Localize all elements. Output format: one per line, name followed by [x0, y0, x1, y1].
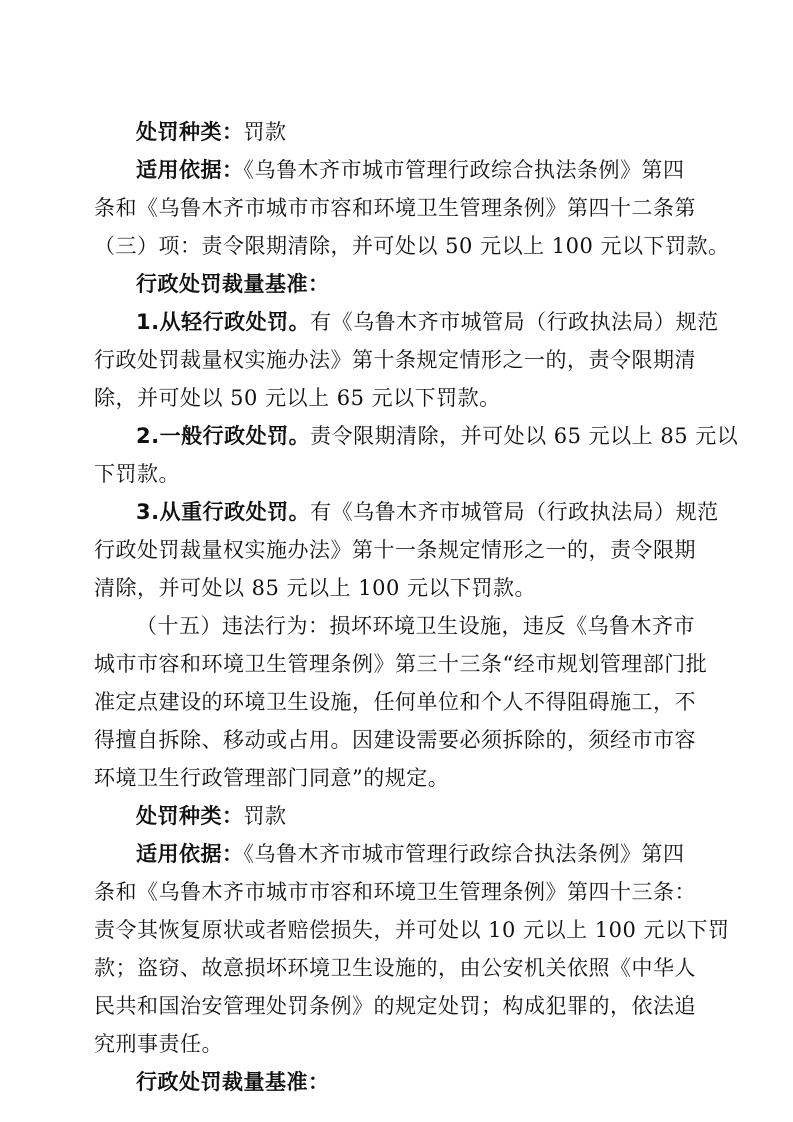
text-line: 款；盗窃、故意损坏环境卫生设施的，由公安机关依照《中华人 — [94, 956, 696, 980]
text-line: （十五）违法行为：损坏环境卫生设施，违反《乌鲁木齐市 — [136, 614, 695, 638]
text-line: 条和《乌鲁木齐市城市市容和环境卫生管理条例》第四十三条： — [94, 880, 696, 904]
text-line: 城市市容和环境卫生管理条例》第三十三条“经市规划管理部门批 — [94, 652, 708, 676]
text-line: 适用依据：《乌鲁木齐市城市管理行政综合执法条例》第四 — [136, 842, 685, 866]
text-line: 3.从重行政处罚。有《乌鲁木齐市城管局（行政执法局）规范 — [136, 500, 719, 524]
text-line: 清除，并可处以 85 元以上 100 元以下罚款。 — [94, 576, 537, 600]
text-line: 适用依据：《乌鲁木齐市城市管理行政综合执法条例》第四 — [136, 158, 685, 182]
text-line: 准定点建设的环境卫生设施，任何单位和个人不得阻碍施工，不 — [94, 690, 696, 714]
section-heading: 行政处罚裁量基准： — [136, 1070, 330, 1094]
text-line: 责令其恢复原状或者赔偿损失，并可处以 10 元以上 100 元以下罚 — [94, 918, 730, 942]
text-line: 2.一般行政处罚。责令限期清除，并可处以 65 元以上 85 元以 — [136, 424, 739, 448]
section-heading: 行政处罚裁量基准： — [136, 272, 330, 296]
text-line: 行政处罚裁量权实施办法》第十一条规定情形之一的，责令限期 — [94, 538, 696, 562]
text-line: 处罚种类：罚款 — [136, 804, 287, 828]
text-line: 得擅自拆除、移动或占用。因建设需要必须拆除的，须经市市容 — [94, 728, 696, 752]
text-line: 环境卫生行政管理部门同意”的规定。 — [94, 766, 450, 790]
text-line: （三）项：责令限期清除，并可处以 50 元以上 100 元以下罚款。 — [94, 234, 730, 258]
text-line: 条和《乌鲁木齐市城市市容和环境卫生管理条例》第四十二条第 — [94, 196, 696, 220]
text-line: 下罚款。 — [94, 462, 180, 486]
text-line: 1.从轻行政处罚。有《乌鲁木齐市城管局（行政执法局）规范 — [136, 310, 719, 334]
text-line: 民共和国治安管理处罚条例》的规定处罚；构成犯罪的，依法追 — [94, 994, 696, 1018]
text-line: 究刑事责任。 — [94, 1032, 223, 1056]
text-line: 除，并可处以 50 元以上 65 元以下罚款。 — [94, 386, 501, 410]
text-line: 处罚种类：罚款 — [136, 120, 287, 144]
text-line: 行政处罚裁量权实施办法》第十条规定情形之一的，责令限期清 — [94, 348, 696, 372]
